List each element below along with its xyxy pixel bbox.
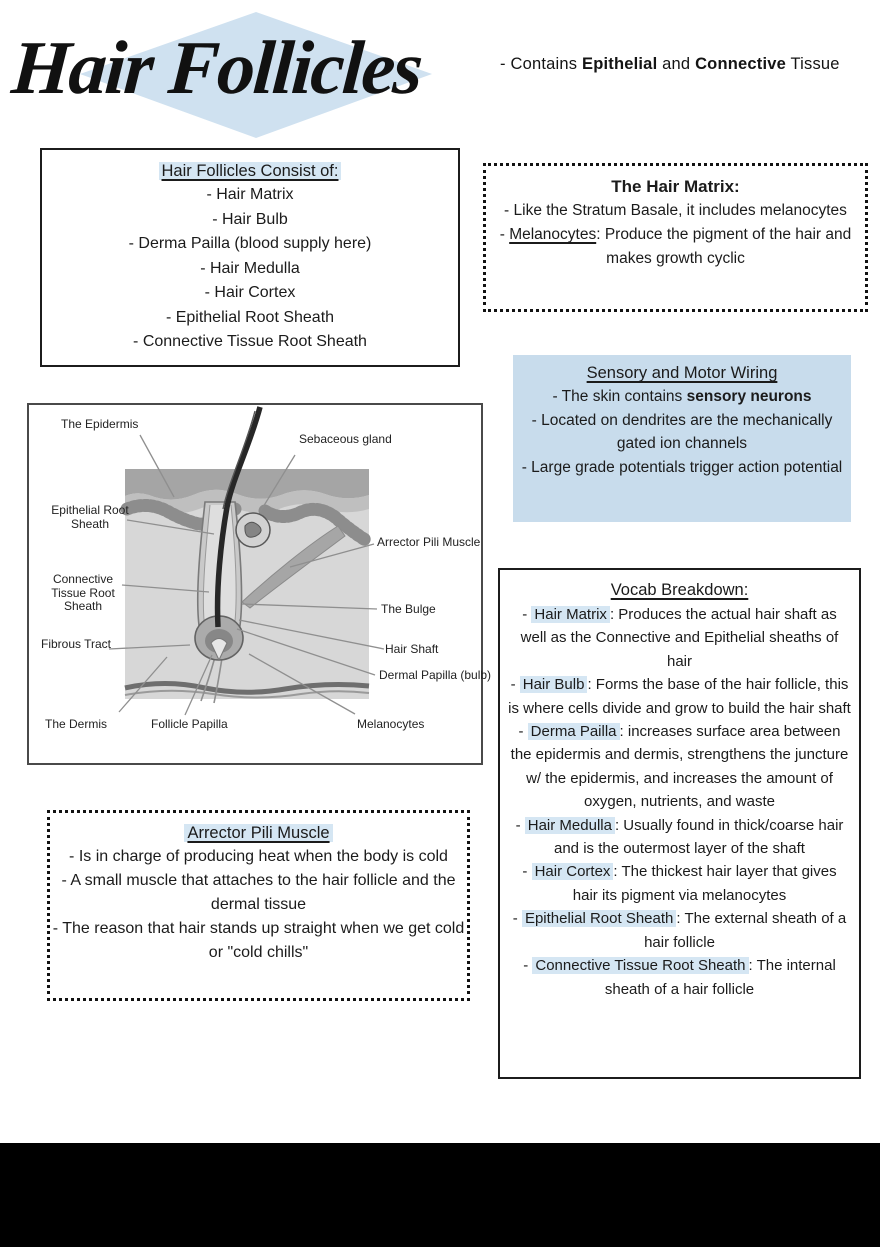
vocab-definition: : The external sheath of a hair follicle (644, 910, 847, 951)
vocab-box-title (508, 581, 851, 600)
hair-matrix-box (483, 163, 868, 312)
melanocytes-definition: : Produce the pigment of the hair and makes growth cyclic (596, 226, 852, 267)
list-item: - Is in charge of producing heat when the body is cold (69, 848, 448, 865)
list-item: - Hair Medulla (200, 259, 300, 277)
list-item: - A small muscle that attaches to the hair follicle and the dermal tissue (61, 872, 456, 913)
bullet-dash: - (522, 863, 532, 881)
vocab-term: Hair Cortex (532, 863, 614, 880)
vocab-entry (508, 954, 851, 1001)
bullet-dash: - (523, 957, 533, 975)
subtitle-bold-connective: Connective (695, 55, 786, 73)
melanocytes-term: Melanocytes (509, 226, 597, 243)
list-item: - The reason that hair stands up straight when we get cold or "cold chills" (52, 920, 465, 961)
vocab-definition: : The thickest hair layer that gives hair its pigment via melanocytes (572, 863, 837, 904)
consist-box-title-text: Hair Follicles Consist of: (159, 162, 342, 180)
bottom-black-bar (0, 1143, 880, 1247)
vocab-entry (508, 907, 851, 954)
vocab-entry (508, 673, 851, 720)
vocab-term: Derma Pailla (528, 723, 620, 740)
skin-cross-section (125, 469, 369, 699)
vocab-definition: : Produces the actual hair shaft as well as the Connective and Epithelial sheaths of hair (520, 606, 839, 670)
arrector-box-title (50, 824, 467, 843)
bullet-dash: - (515, 816, 525, 834)
diagram-label-sebaceous-gland: Sebaceous gland (299, 432, 392, 446)
diagram-label-arrector-pili-muscle: Arrector Pili Muscle (377, 535, 481, 549)
list-item: - Hair Bulb (212, 210, 288, 228)
bullet-dash: - (522, 606, 532, 623)
consist-box-title (42, 162, 458, 181)
vocab-breakdown-box (498, 568, 861, 1079)
list-item: - Hair Cortex (204, 284, 296, 301)
arrector-pili-muscle-box (47, 810, 470, 1001)
diagram-label-the-bulge: The Bulge (381, 602, 436, 616)
vocab-term: Hair Medulla (525, 817, 615, 834)
sensory-box-title-text: Sensory and Motor Wiring (586, 364, 778, 382)
list-item: - Connective Tissue Root Sheath (133, 333, 367, 350)
diagram-label-connective-tissue-root-sheath: Connective Tissue Root Sheath (51, 572, 115, 613)
vocab-entry (508, 814, 851, 861)
header-subtitle (500, 55, 840, 74)
vocab-term: Hair Bulb (520, 676, 588, 693)
bullet-dash: - (512, 910, 522, 928)
bullet-dash: - (518, 723, 528, 741)
vocab-definition: : Usually found in thick/coarse hair and is the outermost layer of the shaft (554, 816, 844, 858)
list-item: - Like the Stratum Basale, it includes melanocytes (504, 202, 847, 219)
vocab-term: Connective Tissue Root Sheath (532, 957, 748, 974)
bullet-dash: - (499, 226, 510, 243)
list-item (496, 223, 855, 271)
list-item: - Hair Matrix (206, 186, 294, 203)
arrector-box-title-text: Arrector Pili Muscle (184, 824, 332, 842)
list-item (513, 385, 851, 409)
diagram-label-follicle-papilla: Follicle Papilla (151, 717, 228, 731)
list-item: - Located on dendrites are the mechanically gated ion channels (531, 411, 833, 452)
diagram-label-fibrous-tract: Fibrous Tract (41, 637, 112, 651)
subtitle-text: Tissue (786, 55, 840, 73)
diagram-label-epidermis: The Epidermis (61, 417, 139, 431)
subtitle-text: - Contains (500, 55, 582, 73)
vocab-entry (508, 860, 851, 907)
diagram-label-hair-shaft: Hair Shaft (385, 642, 439, 656)
vocab-definition: : The internal sheath of a hair follicle (604, 957, 836, 998)
vocab-box-title-text: Vocab Breakdown: (610, 581, 749, 599)
diagram-label-dermal-papilla: Dermal Papilla (bulb) (379, 668, 492, 682)
vocab-term: Epithelial Root Sheath (522, 910, 676, 927)
vocab-definition: : increases surface area between the epidermis and dermis, strengthens the juncture w/ the epidermis, and increases the amount of oxygen, nutrients, and waste (510, 723, 849, 811)
list-item: - Derma Pailla (blood supply here) (128, 235, 372, 252)
hair-follicle-diagram (27, 403, 492, 765)
vocab-term: Hair Matrix (531, 606, 610, 623)
bullet-text: - The skin contains (552, 388, 687, 405)
subtitle-text: and (657, 55, 696, 73)
sensory-box-title (513, 364, 851, 383)
hair-follicles-consist-box (40, 148, 460, 367)
vocab-entry (508, 603, 851, 673)
sensory-motor-wiring-box (513, 355, 851, 522)
diagram-label-epithelial-root-sheath: Epithelial Root Sheath (51, 503, 129, 531)
bullet-dash: - (510, 676, 520, 694)
sebaceous-gland-shape (236, 513, 270, 547)
diagram-label-melanocytes: Melanocytes (357, 717, 425, 731)
page-title: Hair Follicles (9, 26, 424, 110)
vocab-definition: : Forms the base of the hair follicle, this is where cells divide and grow to build the hair shaft (508, 676, 851, 717)
list-item: - Epithelial Root Sheath (165, 308, 335, 326)
subtitle-bold-epithelial: Epithelial (582, 55, 658, 73)
vocab-entry (508, 720, 851, 814)
list-item: - Large grade potentials trigger action potential (521, 458, 843, 476)
matrix-box-title: The Hair Matrix: (611, 177, 740, 196)
sensory-neurons-bold: sensory neurons (686, 388, 812, 405)
diagram-label-dermis: The Dermis (45, 717, 108, 731)
